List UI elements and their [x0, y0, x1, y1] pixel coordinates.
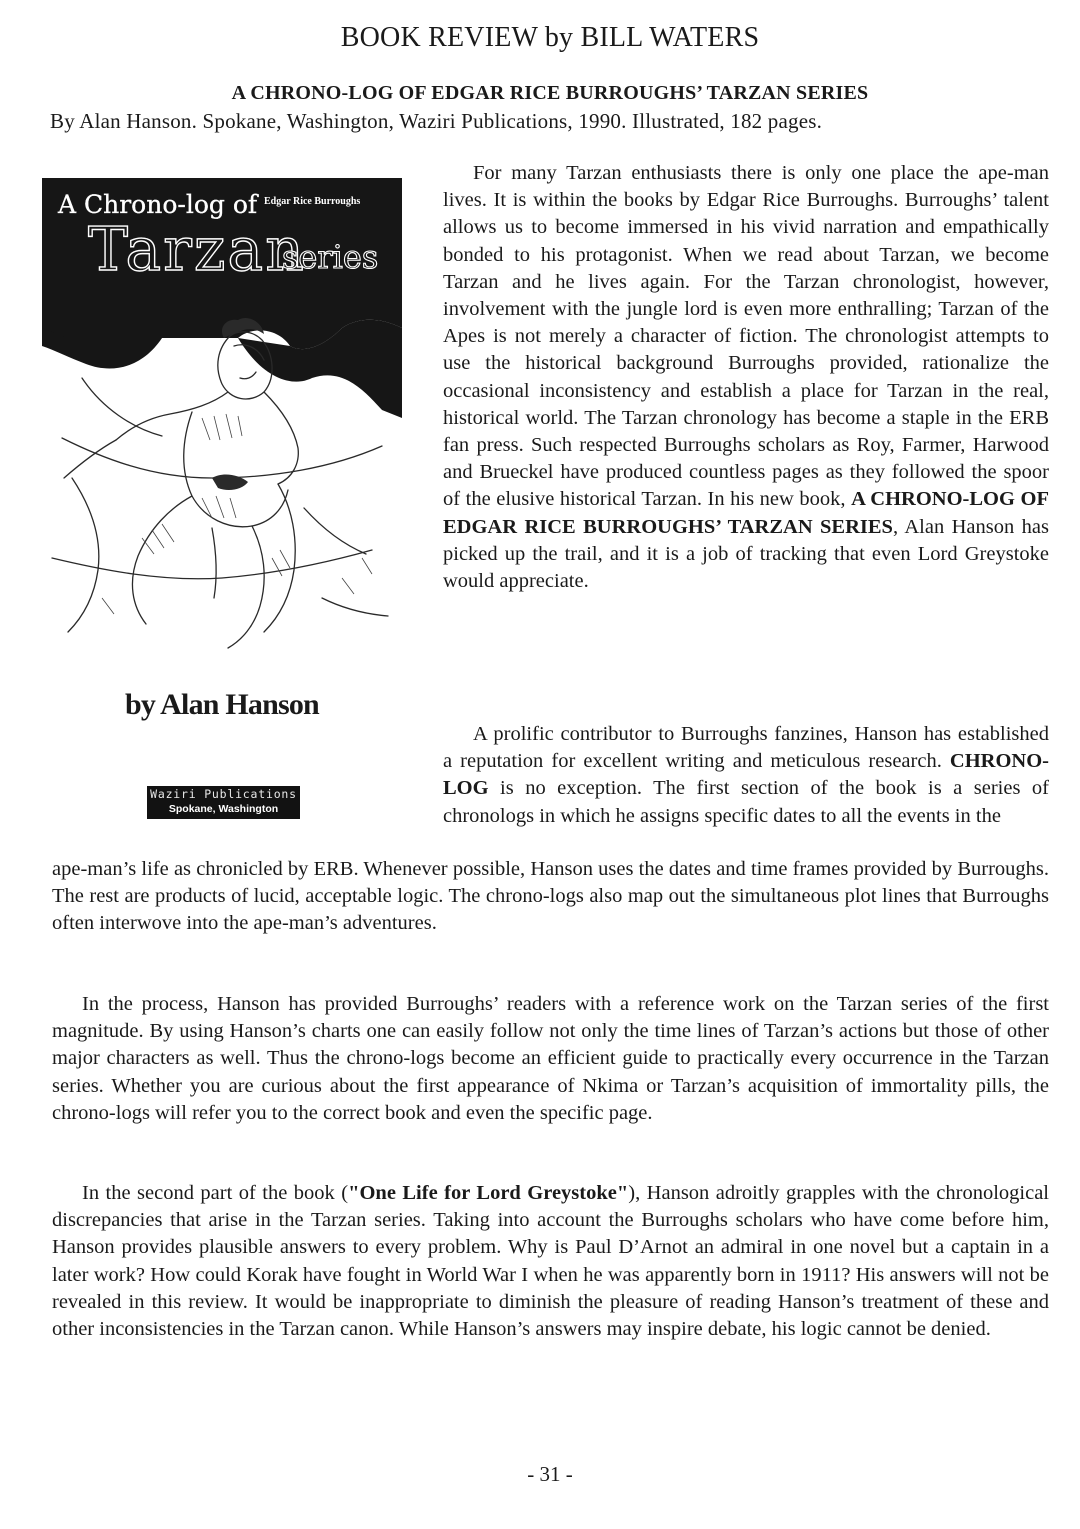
- review-paragraph-3: [52, 991, 1049, 1127]
- cover-author: by Alan Hanson: [125, 688, 319, 721]
- paragraph-4-text-end: ), Hanson adroitly grapples with the chronological discrepancies that arise in the Tarzan series. Taking into account the Burroughs scholars who have come before him, Hanson provides plausible answers to every problem. Why is Paul D’Arnot an admiral in one novel but a captain in a later work? How could Korak have fought in World War I when he was apparently born in 1911? His answers will not be revealed in this review. It would be inappropriate to diminish the pleasure of reading Hanson’s treatment of these and other inconsistencies in the Tarzan canon. While Hanson’s answers may inspire debate, his logic cannot be denied.: [52, 1182, 1050, 1341]
- review-paragraph-2: [443, 721, 1049, 830]
- review-paragraph-1: [443, 160, 1049, 595]
- paragraph-4-bold: "One Life for Lord Greystoke": [348, 1182, 629, 1204]
- book-cover-illustration: [42, 178, 402, 668]
- book-title: A CHRONO-LOG OF EDGAR RICE BURROUGHS’ TARZAN SERIES: [231, 82, 869, 104]
- book-cover-image: [42, 178, 402, 668]
- paragraph-2-bold: CHRONO-LOG: [443, 750, 1049, 800]
- paragraph-2-text: A prolific contributor to Burroughs fanzines, Hanson has established a reputation for excellent writing and meticulous research.: [443, 723, 1049, 773]
- book-byline: By Alan Hanson. Spokane, Washington, Waziri Publications, 1990. Illustrated, 182 pages.: [50, 109, 823, 133]
- cover-title-series: series: [282, 238, 379, 276]
- publisher-place: Spokane, Washington: [168, 803, 279, 815]
- page-number: - 31 -: [527, 1462, 573, 1486]
- cover-title-tarzan: Tarzan: [88, 215, 306, 285]
- review-paragraph-2-continued: [52, 856, 1049, 938]
- publisher-logo: [147, 786, 300, 819]
- cover-title-small: Edgar Rice Burroughs: [264, 196, 361, 207]
- paragraph-1-text: For many Tarzan enthusiasts there is only one place the ape-man lives. It is within the books by Edgar Rice Burroughs. Burroughs’ talent allows us to become immersed in his vivid narration and empathically bonded to his protagonist. When we read about Tarzan, we become Tarzan and he lives again. For the Tarzan chronologist, however, involvement with the jungle lord is even more enthralling; Tarzan of the Apes is not merely a character of fiction. The chronologist attempts to use the historical background Burroughs provided, rationalize the occasional inconsistency and establish a place for Tarzan in the real, historical world. The Tarzan chronology has become a staple in the ERB fan press. Such respected Burroughs scholars as Roy, Farmer, Harwood and Brueckel have produced countless pages as they followed the spoor of the elusive historical Tarzan. In his new book,: [443, 162, 1049, 511]
- paragraph-3-text: In the process, Hanson has provided Burroughs’ readers with a reference work on the Tarzan series of the first magnitude. By using Hanson’s charts one can easily follow not only the time lines of Tarzan’s actions but those of other major characters as well. Thus the chrono-logs become an efficient guide to practically every occurrence in the Tarzan series. Whether you are curious about the first appearance of Nkima or Tarzan’s acquisition of immortality pills, the chrono-logs will refer you to the correct book and even the specific page.: [52, 993, 1049, 1124]
- review-paragraph-4: [52, 1180, 1049, 1343]
- paragraph-2-continued-text: ape-man’s life as chronicled by ERB. Whenever possible, Hanson uses the dates and time frames provided by Burroughs. The rest are products of lucid, acceptable logic. The chrono-logs also map out the simultaneous plot lines that Burroughs often interwove into the ape-man’s adventures.: [52, 858, 1049, 935]
- cover-title-line1: A Chrono-log of: [58, 190, 258, 219]
- paragraph-1-book-title: A CHRONO-LOG OF EDGAR RICE BURROUGHS’ TARZAN SERIES: [443, 488, 1049, 538]
- publisher-name: Waziri Publications: [150, 787, 297, 801]
- paragraph-1-text-end: , Alan Hanson has picked up the trail, and it is a job of tracking that even Lord Greystoke would appreciate.: [443, 515, 1049, 593]
- page-title: BOOK REVIEW by BILL WATERS: [340, 22, 760, 53]
- paragraph-2-text-end: is no exception. The first section of the book is a series of chronologs in which he assigns specific dates to all the events in the: [443, 777, 1049, 827]
- paragraph-4-text: In the second part of the book (: [82, 1182, 349, 1204]
